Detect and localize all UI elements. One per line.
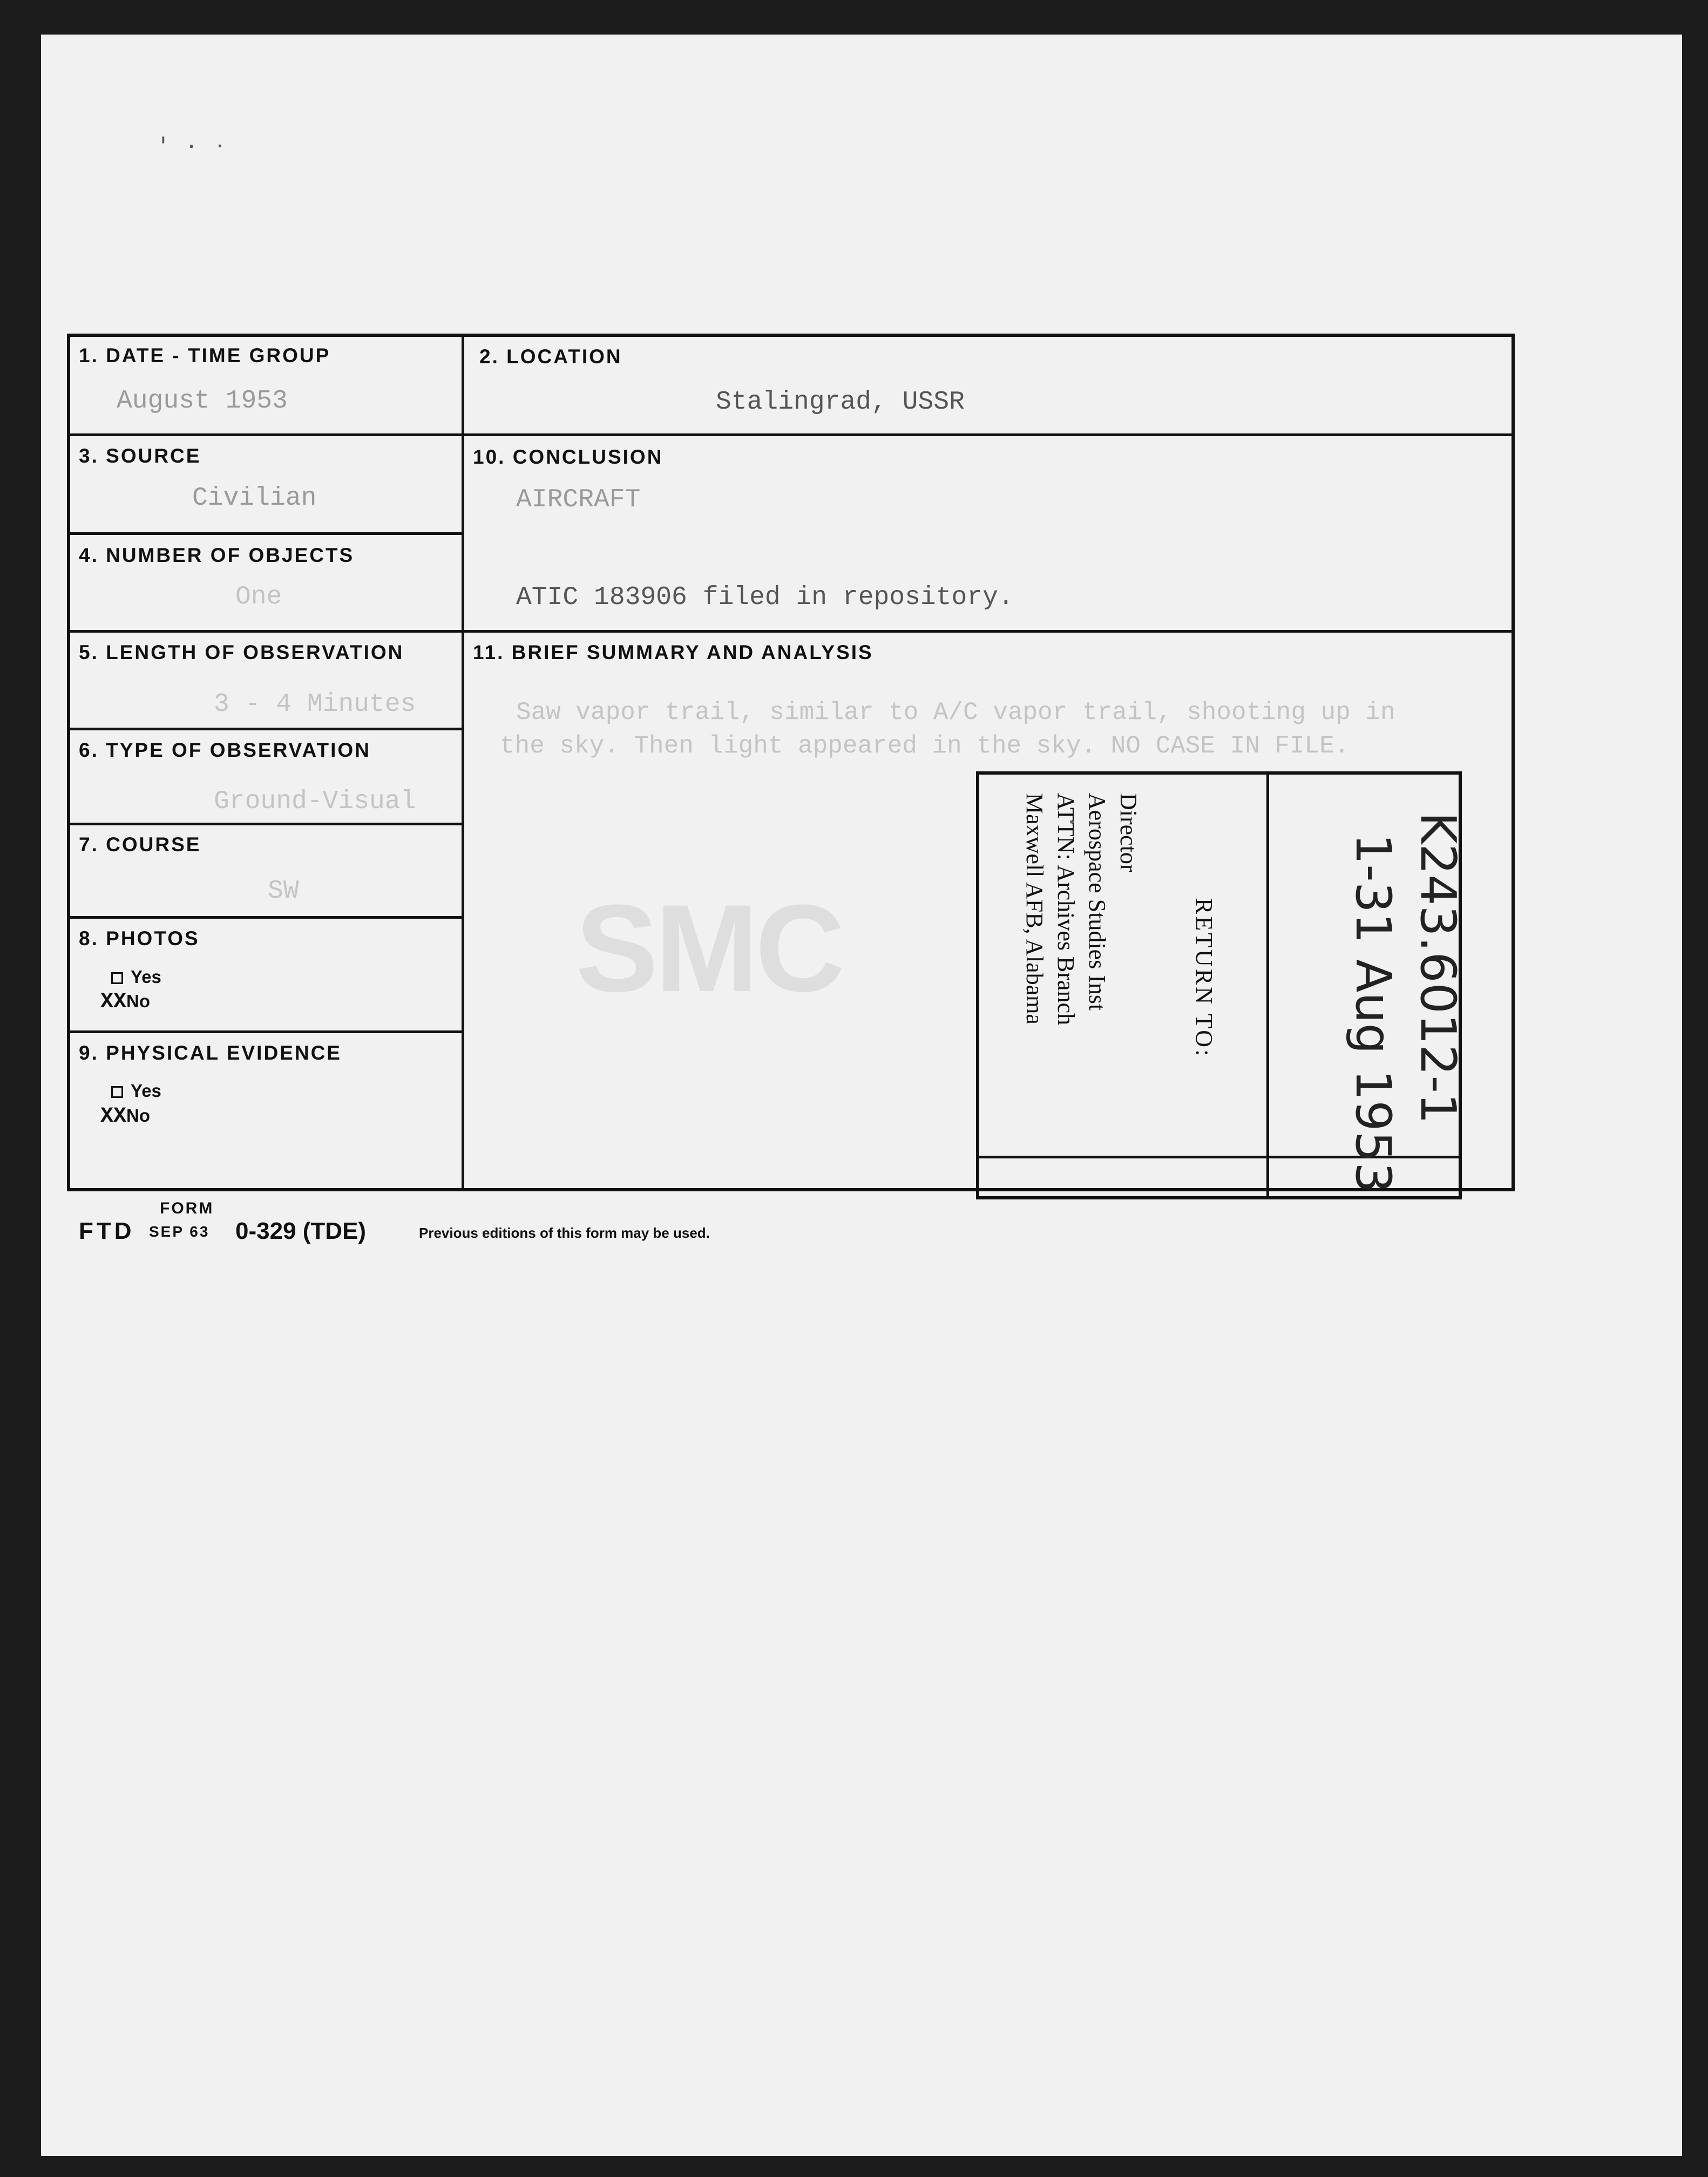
type-of-observation-label: 6. TYPE OF OBSERVATION <box>79 739 371 761</box>
course-label: 7. COURSE <box>79 833 201 856</box>
conclusion-note: ATIC 183906 filed in repository. <box>516 583 1014 612</box>
conclusion-label: 10. CONCLUSION <box>473 446 663 468</box>
stamp-address-line-2: Aerospace Studies Inst <box>1084 793 1110 1011</box>
divider <box>67 630 1515 633</box>
divider <box>67 433 1515 436</box>
physical-evidence-no-text: No <box>126 1106 150 1125</box>
handwritten-file-number: K243.6012-1 <box>1409 812 1466 1124</box>
physical-evidence-yes-option[interactable] <box>111 1081 161 1101</box>
checkbox-icon <box>111 1086 123 1098</box>
brief-summary-line-1: Saw vapor trail, similar to A/C vapor trail, shooting up in <box>516 698 1395 727</box>
brief-summary-line-2: the sky. Then light appeared in the sky. NO CASE IN FILE. <box>500 732 1350 760</box>
return-to-label: RETURN TO: <box>1191 898 1217 1059</box>
physical-evidence-yes-text: Yes <box>131 1081 161 1101</box>
photos-yes-text: Yes <box>131 967 161 987</box>
stamp-address-line-4: Maxwell AFB, Alabama <box>1021 793 1048 1025</box>
stamp-address-line-1: Director <box>1115 793 1142 872</box>
date-time-group-value: August 1953 <box>117 386 288 416</box>
left-column-divider <box>462 334 464 1191</box>
stamp-divider <box>1266 771 1269 1199</box>
checkbox-icon <box>111 972 123 984</box>
x-mark-icon: XX <box>100 1104 127 1129</box>
document-page <box>41 35 1682 2156</box>
photos-no-text: No <box>126 991 150 1011</box>
length-of-observation-value: 3 - 4 Minutes <box>214 690 416 719</box>
divider <box>67 1030 464 1033</box>
footer-note: Previous editions of this form may be used. <box>419 1225 710 1241</box>
photos-yes-option[interactable] <box>111 967 161 987</box>
footer-form-word: FORM <box>160 1199 214 1217</box>
photos-no-option[interactable] <box>100 990 150 1014</box>
length-of-observation-label: 5. LENGTH OF OBSERVATION <box>79 641 404 663</box>
smc-watermark: SMC <box>575 879 842 1018</box>
source-label: 3. SOURCE <box>79 445 201 467</box>
header-mark: ' · ᐧ <box>160 132 229 161</box>
handwritten-date-range: 1-31 Aug 1953 <box>1345 833 1401 1193</box>
brief-summary-label: 11. BRIEF SUMMARY AND ANALYSIS <box>473 641 873 663</box>
location-value: Stalingrad, USSR <box>716 388 965 417</box>
course-value: SW <box>268 877 299 906</box>
x-mark-icon: XX <box>100 990 127 1014</box>
source-value: Civilian <box>192 484 317 513</box>
divider <box>67 532 464 535</box>
type-of-observation-value: Ground-Visual <box>214 787 416 816</box>
stamp-address-line-3: ATTN: Archives Branch <box>1053 793 1079 1026</box>
number-of-objects-label: 4. NUMBER OF OBJECTS <box>79 544 355 566</box>
divider <box>67 728 464 730</box>
number-of-objects-value: One <box>235 582 282 612</box>
conclusion-value: AIRCRAFT <box>516 485 641 514</box>
physical-evidence-label: 9. PHYSICAL EVIDENCE <box>79 1042 342 1064</box>
location-label: 2. LOCATION <box>479 345 622 368</box>
footer-form-number: 0-329 (TDE) <box>235 1218 367 1244</box>
physical-evidence-no-option[interactable] <box>100 1104 150 1129</box>
footer-form-date: SEP 63 <box>149 1223 210 1240</box>
divider <box>67 823 464 825</box>
footer-form-id: FTD <box>79 1218 135 1244</box>
divider <box>67 916 464 919</box>
date-time-group-label: 1. DATE - TIME GROUP <box>79 344 331 367</box>
photos-label: 8. PHOTOS <box>79 927 200 950</box>
